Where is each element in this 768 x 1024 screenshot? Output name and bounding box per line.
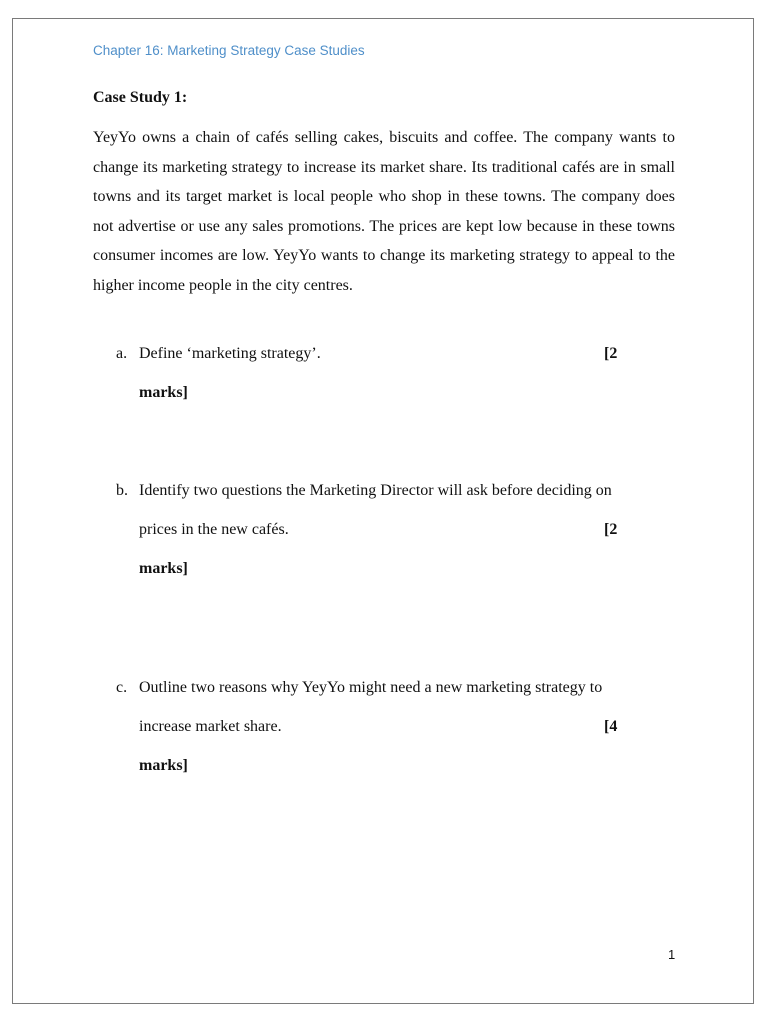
question-b-text-line2: prices in the new cafés. <box>139 521 289 538</box>
question-a-marks-close: marks] <box>139 384 188 401</box>
chapter-header: Chapter 16: Marketing Strategy Case Studies <box>93 43 365 58</box>
case-study-title: Case Study 1: <box>93 89 188 106</box>
question-c-text-line2: increase market share. <box>139 718 282 735</box>
question-a-letter: a. <box>116 345 128 362</box>
page-number: 1 <box>668 947 676 962</box>
question-c-text-line1: Outline two reasons why YeyYo might need a new marketing strategy to <box>139 679 603 696</box>
question-b-text-line1: Identify two questions the Marketing Director will ask before deciding on <box>139 482 612 499</box>
question-c-letter: c. <box>116 679 128 696</box>
question-a-text: Define ‘marketing strategy’. <box>139 345 321 362</box>
question-b-marks-close: marks] <box>139 560 188 577</box>
question-c-marks-open: [4 <box>604 718 618 735</box>
question-b-marks-open: [2 <box>604 521 618 538</box>
question-b-letter: b. <box>116 482 128 499</box>
question-c-marks-close: marks] <box>139 757 188 774</box>
question-a-marks-open: [2 <box>604 345 618 362</box>
case-study-intro: YeyYo owns a chain of cafés selling cakes, biscuits and coffee. The company wants to change its marketing strategy to increase its market share. Its traditional cafés are in small towns and its target market is local people who shop in these towns. The company does not advertise or use any sales promotions. The prices are kept low because in these towns consumer incomes are low. YeyYo wants to change its marketing strategy to appeal to the higher income people in the city centres. <box>93 129 675 294</box>
